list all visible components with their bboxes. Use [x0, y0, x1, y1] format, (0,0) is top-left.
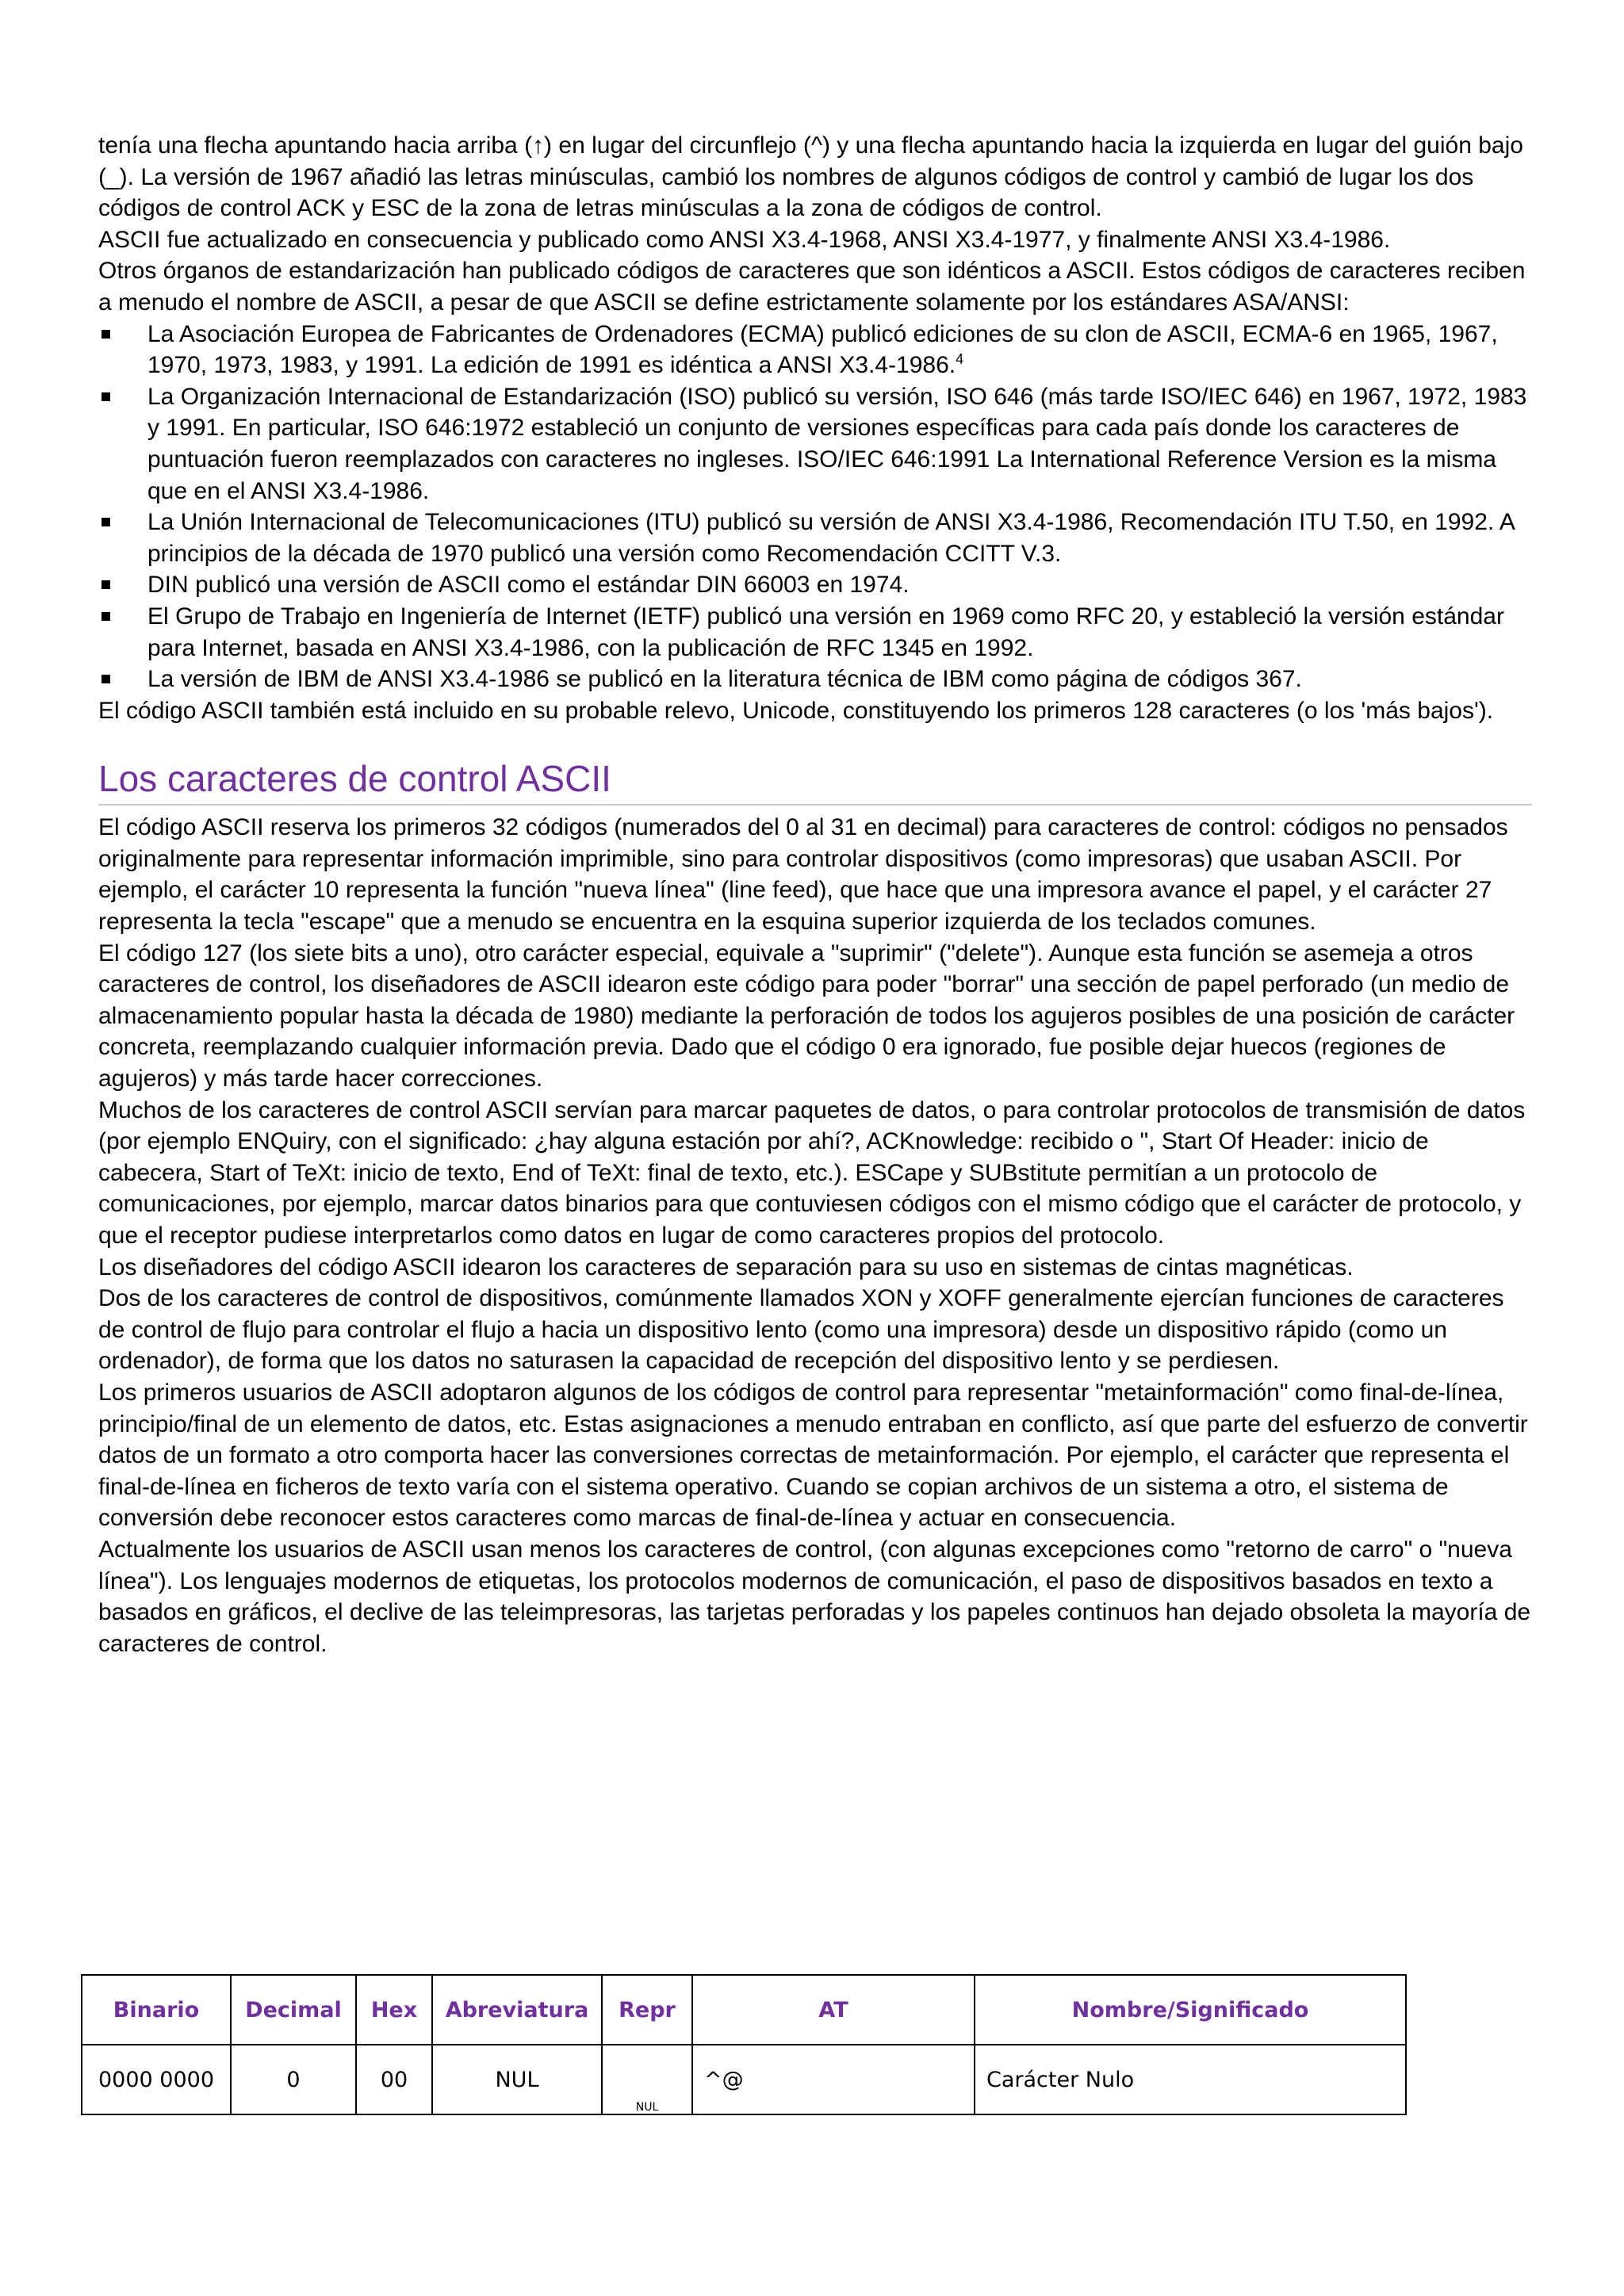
- column-header-abreviatura: Abreviatura: [432, 1975, 602, 2045]
- cell-binario: 0000 0000: [82, 2045, 231, 2114]
- column-header-nombre: Nombre/Significado: [975, 1975, 1406, 2045]
- square-bullet-icon: [102, 580, 110, 589]
- list-item-text: La Organización Internacional de Estandarización (ISO) publicó su versión, ISO 646 (más tarde ISO/IEC 646) en 1967, 1972, 1983 y 1991. En particular, ISO 646:1972 estableció un conjunto de versiones específicas para cada país donde los caracteres de puntuación fueron reemplazados con caracteres no ingleses. ISO/IEC 646:1991 La International Reference Version es la misma que en el ANSI X3.4-1986.: [147, 383, 1527, 504]
- cell-decimal: 0: [231, 2045, 356, 2114]
- paragraph: ASCII fue actualizado en consecuencia y publicado como ANSI X3.4-1968, ANSI X3.4-1977, y finalmente ANSI X3.4-1986.: [98, 226, 1391, 253]
- footnote-marker[interactable]: 4: [956, 351, 964, 368]
- cell-repr: NUL: [602, 2045, 692, 2114]
- column-header-binario: Binario: [82, 1975, 231, 2045]
- paragraph: El código ASCII también está incluido en su probable relevo, Unicode, constituyendo los primeros 128 caracteres (o los 'más bajos').: [98, 697, 1494, 724]
- list-item: [98, 569, 1532, 601]
- column-header-at: AT: [692, 1975, 975, 2045]
- column-header-hex: Hex: [356, 1975, 432, 2045]
- list-item: [98, 664, 1532, 695]
- paragraph: tenía una flecha apuntando hacia arriba (↑) en lugar del circunflejo (^) y una flecha apuntando hacia la izquierda en lugar del guión bajo (_). La versión de 1967 añadió las letras minúsculas, cambió los nombres de algunos códigos de control y cambió de lugar los dos códigos de control ACK y ESC de la zona de letras minúsculas a la zona de códigos de control.: [98, 132, 1523, 222]
- paragraph: Actualmente los usuarios de ASCII usan menos los caracteres de control, (con algunas excepciones como "retorno de carro" o "nueva línea"). Los lenguajes modernos de etiquetas, los protocolos modernos de comunicación, el paso de dispositivos basados en texto a basados en gráficos, el declive de las teleimpresoras, las tarjetas perforadas y los papeles continuos han dejado obsoleta la mayoría de caracteres de control.: [98, 1536, 1531, 1657]
- ascii-control-table: [81, 1974, 1407, 2115]
- list-item: [98, 381, 1532, 507]
- standards-list: [98, 319, 1532, 695]
- list-item-text: La Unión Internacional de Telecomunicaciones (ITU) publicó su versión de ANSI X3.4-1986, Recomendación ITU T.50, en 1992. A principios de la década de 1970 publicó una versión como Recomendación CCITT V.3.: [147, 509, 1515, 567]
- paragraph: El código 127 (los siete bits a uno), otro carácter especial, equivale a "suprimir" ("delete"). Aunque esta función se asemeja a otros caracteres de control, los diseñadores de ASCII idearon este código para poder "borrar" una sección de papel perforado (un medio de almacenamiento popular hasta la década de 1980) mediante la perforación de todos los agujeros posibles de una posición de carácter concreta, reemplazando cualquier información previa. Dado que el código 0 era ignorado, fue posible dejar huecos (regiones de agujeros) y más tarde hacer correcciones.: [98, 939, 1515, 1093]
- paragraph: Muchos de los caracteres de control ASCII servían para marcar paquetes de datos, o para controlar protocolos de transmisión de datos (por ejemplo ENQuiry, con el significado: ¿hay alguna estación por ahí?, ACKnowledge: recibido o ", Start Of Header: inicio de cabecera, Start of TeXt: inicio de texto, End of TeXt: final de texto, etc.). ESCape y SUBstitute permitían a un protocolo de comunicaciones, por ejemplo, marcar datos binarios para que contuviesen códigos con el mismo código que el carácter de protocolo, y que el receptor pudiese interpretarlos como datos en lugar de como caracteres propios del protocolo.: [98, 1096, 1526, 1249]
- square-bullet-icon: [102, 518, 110, 526]
- cell-nombre: Carácter Nulo: [975, 2045, 1406, 2114]
- paragraph: Otros órganos de estandarización han publicado códigos de caracteres que son idénticos a ASCII. Estos códigos de caracteres reciben a menudo el nombre de ASCII, a pesar de que ASCII se define estrictamente solamente por los estándares ASA/ANSI:: [98, 258, 1526, 316]
- list-item: [98, 507, 1532, 569]
- table-row: [82, 2045, 1406, 2114]
- cell-abreviatura: NUL: [432, 2045, 602, 2114]
- paragraph: Dos de los caracteres de control de dispositivos, comúnmente llamados XON y XOFF generalmente ejercían funciones de caracteres de control de flujo para controlar el flujo a hacia un dispositivo lento (como una impresora) desde un dispositivo rápido (como un ordenador), de forma que los datos no saturasen la capacidad de recepción del dispositivo lento y se perdiesen.: [98, 1285, 1504, 1375]
- document-page: [98, 130, 1532, 1659]
- section-heading: Los caracteres de control ASCII: [98, 756, 1532, 806]
- list-item-text: La Asociación Europea de Fabricantes de Ordenadores (ECMA) publicó ediciones de su clon de ASCII, ECMA-6 en 1965, 1967, 1970, 1973, 1983, y 1991. La edición de 1991 es idéntica a ANSI X3.4-1986.: [147, 320, 1498, 379]
- list-item: [98, 319, 1532, 381]
- cell-hex: 00: [356, 2045, 432, 2114]
- square-bullet-icon: [102, 392, 110, 401]
- paragraph: Los diseñadores del código ASCII idearon los caracteres de separación para su uso en sistemas de cintas magnéticas.: [98, 1253, 1354, 1280]
- list-item-text: DIN publicó una versión de ASCII como el estándar DIN 66003 en 1974.: [147, 572, 910, 599]
- list-item-text: La versión de IBM de ANSI X3.4-1986 se publicó en la literatura técnica de IBM como página de códigos 367.: [147, 666, 1302, 693]
- cell-at: ^@: [692, 2045, 975, 2114]
- square-bullet-icon: [102, 330, 110, 339]
- square-bullet-icon: [102, 675, 110, 683]
- paragraph: Los primeros usuarios de ASCII adoptaron algunos de los códigos de control para representar "metainformación" como final-de-línea, principio/final de un elemento de datos, etc. Estas asignaciones a menudo entraban en conflicto, así que parte del esfuerzo de convertir datos de un formato a otro comporta hacer las conversiones correctas de metainformación. Por ejemplo, el carácter que representa el final-de-línea en ficheros de texto varía con el sistema operativo. Cuando se copian archivos de un sistema a otro, el sistema de conversión debe reconocer estos caracteres como marcas de final-de-línea y actuar en consecuencia.: [98, 1379, 1528, 1532]
- table-header-row: [82, 1975, 1406, 2045]
- list-item-text: El Grupo de Trabajo en Ingeniería de Internet (IETF) publicó una versión en 1969 como RFC 20, y estableció la versión estándar para Internet, basada en ANSI X3.4-1986, con la publicación de RFC 1345 en 1992.: [147, 603, 1504, 661]
- list-item: [98, 601, 1532, 664]
- column-header-decimal: Decimal: [231, 1975, 356, 2045]
- square-bullet-icon: [102, 612, 110, 621]
- column-header-repr: Repr: [602, 1975, 692, 2045]
- paragraph: El código ASCII reserva los primeros 32 códigos (numerados del 0 al 31 en decimal) para caracteres de control: códigos no pensados originalmente para representar información imprimible, sino para controlar dispositivos (como impresoras) que usaban ASCII. Por ejemplo, el carácter 10 representa la función "nueva línea" (line feed), que hace que una impresora avance el papel, y el carácter 27 representa la tecla "escape" que a menudo se encuentra en la esquina superior izquierda de los teclados comunes.: [98, 814, 1508, 936]
